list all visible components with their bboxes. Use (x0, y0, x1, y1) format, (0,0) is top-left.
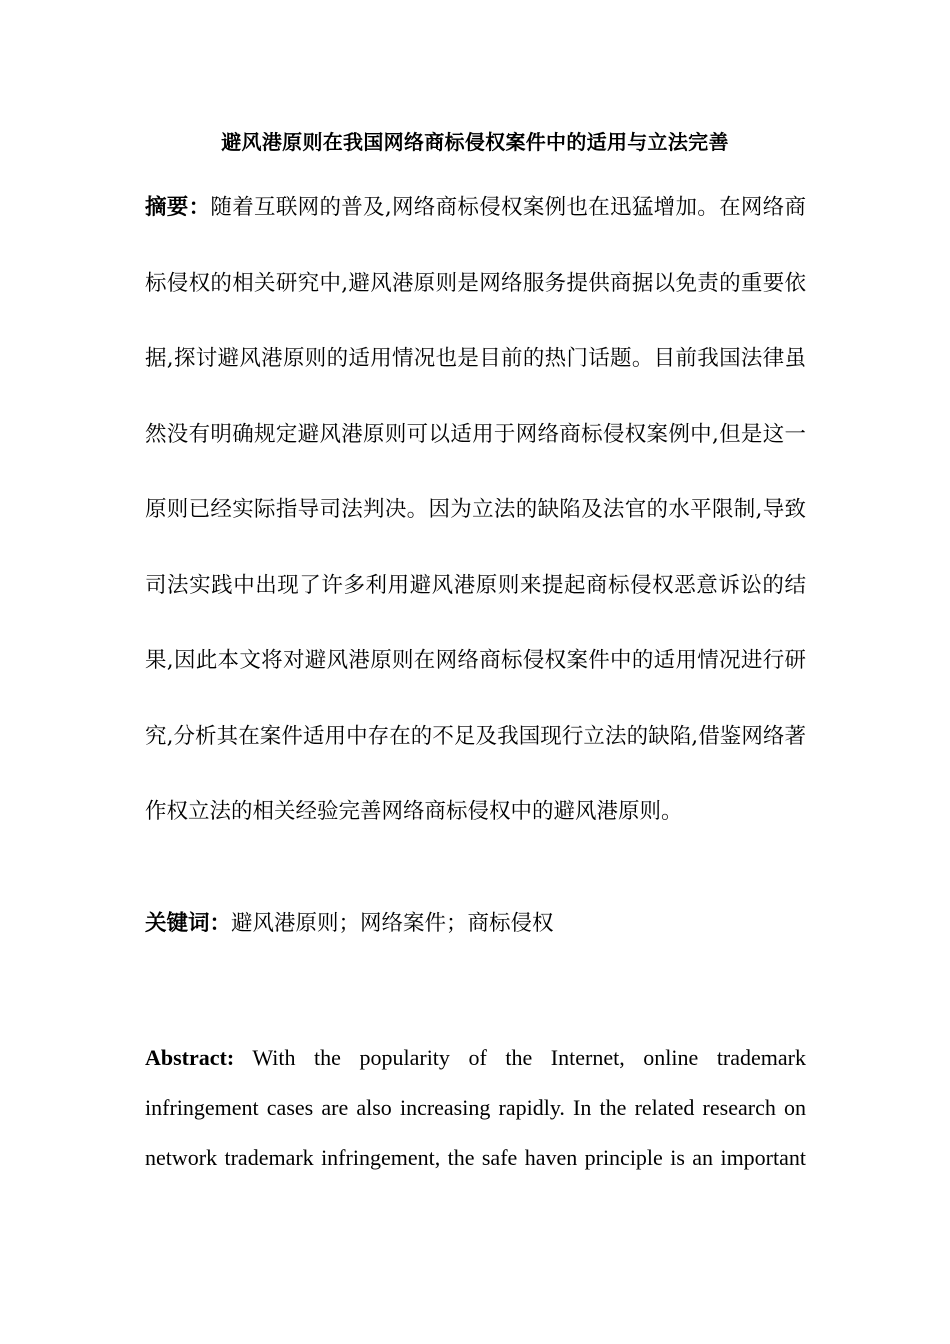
english-abstract (145, 1033, 806, 1183)
chinese-abstract (145, 170, 806, 850)
english-abstract-text: With the popularity of the Internet, online trademark infringement cases are also increasing rapidly. In the related research on network trademark infringement, the safe haven principle is an important (145, 1045, 806, 1170)
chinese-abstract-label: 摘要： (145, 195, 211, 220)
english-abstract-label: Abstract: (145, 1045, 235, 1070)
paper-title: 避风港原则在我国网络商标侵权案件中的适用与立法完善 (221, 130, 729, 154)
chinese-abstract-text: 随着互联网的普及,网络商标侵权案例也在迅猛增加。在网络商标侵权的相关研究中,避风港原则是网络服务提供商据以免责的重要依据,探讨避风港原则的适用情况也是目前的热门话题。目前我国法律虽然没有明确规定避风港原则可以适用于网络商标侵权案例中,但是这一原则已经实际指导司法判决。因为立法的缺陷及法官的水平限制,导致司法实践中出现了许多利用避风港原则来提起商标侵权恶意诉讼的结果,因此本文将对避风港原则在网络商标侵权案件中的适用情况进行研究,分析其在案件适用中存在的不足及我国现行立法的缺陷,借鉴网络著作权立法的相关经验完善网络商标侵权中的避风港原则。 (145, 195, 806, 824)
keywords-label: 关键词： (145, 911, 232, 936)
keywords (145, 907, 806, 941)
keywords-text: 避风港原则；网络案件；商标侵权 (231, 911, 554, 936)
